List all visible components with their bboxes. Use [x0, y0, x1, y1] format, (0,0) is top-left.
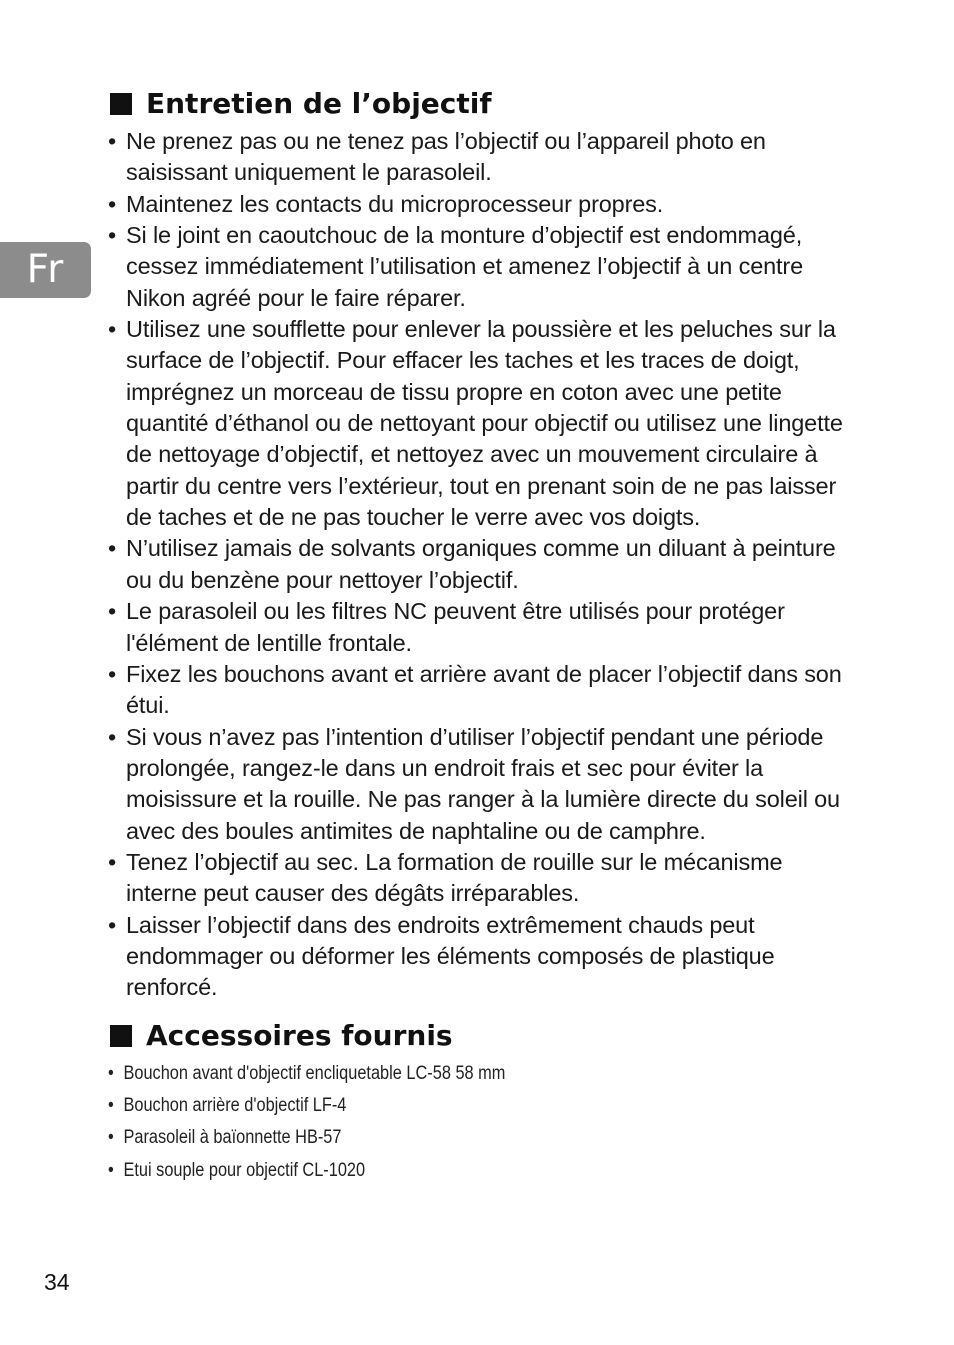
bullet-icon: •	[108, 660, 117, 687]
bullet-icon: •	[108, 535, 117, 562]
page-number: 34	[44, 1269, 70, 1295]
bullet-icon: •	[108, 222, 117, 249]
list-item: • Parasoleil à baïonnette HB-57	[108, 1122, 744, 1154]
list-item: • Si le joint en caoutchouc de la monture d’objectif est endommagé, cessez immédiatement l’utilisation et amenez l’objectif à un centre Nikon agréé pour le faire réparer.	[108, 222, 804, 311]
list-item: • Maintenez les contacts du microprocesseur propres.	[108, 189, 848, 220]
bullet-icon: •	[108, 723, 117, 750]
list-item: • Bouchon arrière d'objectif LF-4	[108, 1090, 744, 1122]
bullet-icon: •	[108, 316, 117, 343]
list-item: • Si vous n’avez pas l’intention d’utiliser l’objectif pendant une période prolongée, rangez-le dans un endroit frais et sec pour éviter la moisissure et la rouille. Ne pas ranger à la lumière directe du soleil ou avec des boules antimites de naphtaline ou de camphre.	[108, 723, 840, 844]
section-title-text: Accessoires fournis	[146, 1018, 453, 1052]
list-item: • Tenez l’objectif au sec. La formation de rouille sur le mécanisme interne peut causer des dégâts irréparables.	[108, 848, 783, 907]
bullet-icon: •	[108, 1062, 114, 1084]
list-item: • Laisser l’objectif dans des endroits extrêmement chauds peut endommager ou déformer les éléments composés de plastique renforcé.	[108, 911, 775, 1001]
bullet-icon: •	[108, 1159, 114, 1181]
section-title-text: Entretien de l’objectif	[146, 87, 492, 120]
maintenance-list	[108, 126, 848, 1004]
bullet-icon: •	[108, 1127, 114, 1149]
list-item: • Bouchon avant d'objectif encliquetable LC-58 58 mm	[108, 1058, 744, 1090]
bullet-icon: •	[108, 128, 117, 154]
bullet-icon: •	[108, 190, 117, 217]
list-item: • Fixez les bouchons avant et arrière avant de placer l’objectif dans son étui.	[108, 660, 842, 719]
accessories-section	[108, 1014, 848, 1188]
bullet-icon: •	[108, 1095, 114, 1117]
list-item: • Le parasoleil ou les filtres NC peuvent être utilisés pour protéger l'élément de lentille frontale.	[108, 598, 785, 656]
list-item: • Utilisez une soufflette pour enlever la poussière et les peluches sur la surface de l’objectif. Pour effacer les taches et les traces de doigt, imprégnez un morceau de tissu propre en coton avec une petite quantité d’éthanol ou de nettoyant pour objectif ou utilisez une lingette de nettoyage d’objectif, et nettoyez avec un mouvement circulaire à partir du centre vers l’extérieur, tout en prenant soin de ne pas laisser de taches et de ne pas toucher le verre avec vos doigts.	[108, 316, 843, 531]
page-content	[108, 82, 848, 1187]
bullet-icon: •	[108, 911, 117, 938]
list-item: • Ne prenez pas ou ne tenez pas l’objectif ou l’appareil photo en saisissant uniquement le parasoleil.	[108, 128, 766, 186]
section-title-accessories	[108, 1014, 848, 1058]
list-item: • Etui souple pour objectif CL-1020	[108, 1155, 744, 1187]
list-item: • N’utilisez jamais de solvants organiques comme un diluant à peinture ou du benzène pour nettoyer l’objectif.	[108, 535, 836, 593]
square-bullet-icon	[110, 93, 132, 115]
bullet-icon: •	[108, 848, 117, 875]
section-title-maintenance	[108, 82, 848, 126]
bullet-icon: •	[108, 598, 117, 625]
accessories-list	[108, 1058, 848, 1188]
square-bullet-icon	[110, 1025, 132, 1047]
language-tab: Fr	[0, 242, 91, 298]
